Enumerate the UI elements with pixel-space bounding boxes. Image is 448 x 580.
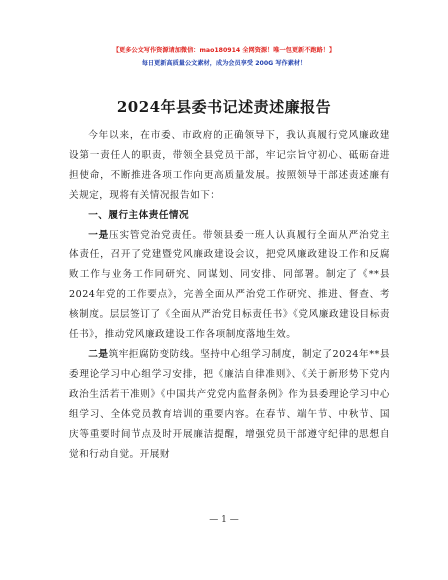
- document-title: 2024年县委书记述责述廉报告: [116, 98, 332, 116]
- paragraph-2-text: 筑牢拒腐防变防线。坚持中心组学习制度，制定了2024年**县委理论学习中心组学习安排，把《廉洁自律准则》、《关于新形势下党内政治生活若干准则》《中国共产党党内监督条例》作为县委理论学习中心组学习、全体党员教育培训的重要内容。在春节、端午节、中秋节、国庆等重要时间节点及时开展廉洁提醒，增强党员干部遵守纪律的思想自觉和行动自觉。开展财: [69, 348, 391, 460]
- section-heading: 一、履行主体责任情况: [88, 209, 190, 221]
- document-body: [69, 126, 390, 464]
- page-number: — 1 —: [209, 515, 239, 525]
- promo-banner-line2: 每日更新高质量公文素材，成为会员享受 200G 写作素材！: [141, 60, 307, 67]
- paragraph-1-text: 压实管党治党责任。带领县委一班人认真履行全面从严治党主体责任，召开了党建暨党风廉政建设会议，把党风廉政建设工作和反腐败工作与业务工作同研究、同谋划、同安排、同部署。制定了《**县2024年党的工作要点》，完善全面从严治党工作研究、推进、督查、考核制度。层层签订了《全面从严治党目标责任书》《党风廉政建设目标责任书》，推动党风廉政建设工作各项制度落地生效。: [69, 229, 391, 341]
- paragraph-1-lead: 一是: [88, 229, 110, 241]
- intro-paragraph: 今年以来，在市委、市政府的正确领导下，我认真履行党风廉政建设第一责任人的职责，带领全县党员干部，牢记宗旨守初心、砥砺奋进担使命，不断推进各项工作向更高质量发展。按照领导干部述责述廉有关规定，现将有关情况报告如下：: [69, 130, 390, 201]
- paragraph-2-lead: 二是: [88, 348, 109, 360]
- promo-banner-line1: 【更多公文写作资源请加微信：mao180914 全网资源！唯一包更新不跑路！】: [112, 47, 336, 54]
- paragraph-2: [69, 345, 390, 464]
- paragraph-1: [69, 226, 390, 345]
